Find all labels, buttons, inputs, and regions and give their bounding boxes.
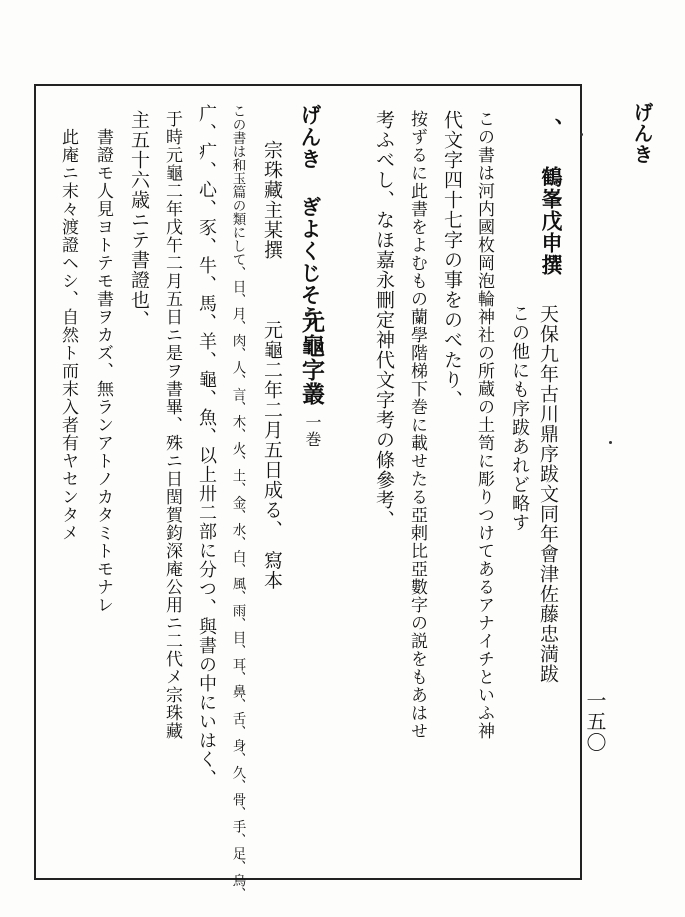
entry2-body-line: 于時元龜二年戊午二月五日ニ是ヲ書畢、殊ニ日閏賀鈞深庵公用ニ二代メ宗珠藏: [162, 110, 182, 740]
entry1-body-line: 代文字四十七字の事をのべたり、: [441, 110, 463, 410]
running-head: げんき: [630, 102, 654, 165]
entry2-date: 元龜二年二月五日成る、 寫本: [261, 320, 283, 591]
entry2-body-line: 此庵ニ末々渡證ヘシ、自然ト而末入者有ヤセンタメ: [58, 128, 78, 542]
entry1-preface-note: この他にも序跋あれど略す: [509, 304, 530, 532]
scan-speck: [580, 133, 583, 136]
entry1-body-line: 按ずるに此書をよむもの蘭學階梯下巻に載せたる亞剌比亞數字の説をもあはせ: [407, 110, 427, 740]
scan-speck: [609, 441, 612, 444]
entry2-body-line: この書は和玉篇の類にして、日、月、肉、人、言、木、火、土、金、水、白、風、雨、目、耳、鼻、舌、身、久、骨、手、足、烏、: [229, 104, 246, 901]
entry2-title: 元龜字叢: [298, 310, 325, 406]
entry1-body-line: この書は河内國枚岡泡輪神社の所蔵の土笥に彫りつけてあるアナイチといふ神: [474, 110, 494, 740]
entry1-body-line: 考ふべし、なほ嘉永刪定神代文字考の條參考、: [373, 110, 395, 530]
entry2-body-line: 主五十六歳ニテ書證也、: [128, 110, 150, 330]
entry1-preface: 天保九年古川鼎序跋文同年會津佐藤忠満跋: [537, 304, 559, 684]
entry2-author: 宗珠藏主某撰: [261, 140, 283, 260]
page-number: 一五〇: [583, 690, 607, 753]
entry2-body-line: 書證モ人見ヨトテモ書ヲカズ、無ランアトノカタミトモナレ: [93, 128, 113, 614]
entry2-volume: 一巻: [303, 414, 322, 448]
entry2-heading-kana: げんき ぎよくじそう: [298, 104, 323, 328]
entry2-body-line: 广、疒、心、豕、牛、馬、羊、龜、魚、以上卅二部に分つ、與書の中にいはく、: [196, 104, 217, 788]
entry1-author: 、 鶴峯戊申撰: [539, 118, 564, 276]
